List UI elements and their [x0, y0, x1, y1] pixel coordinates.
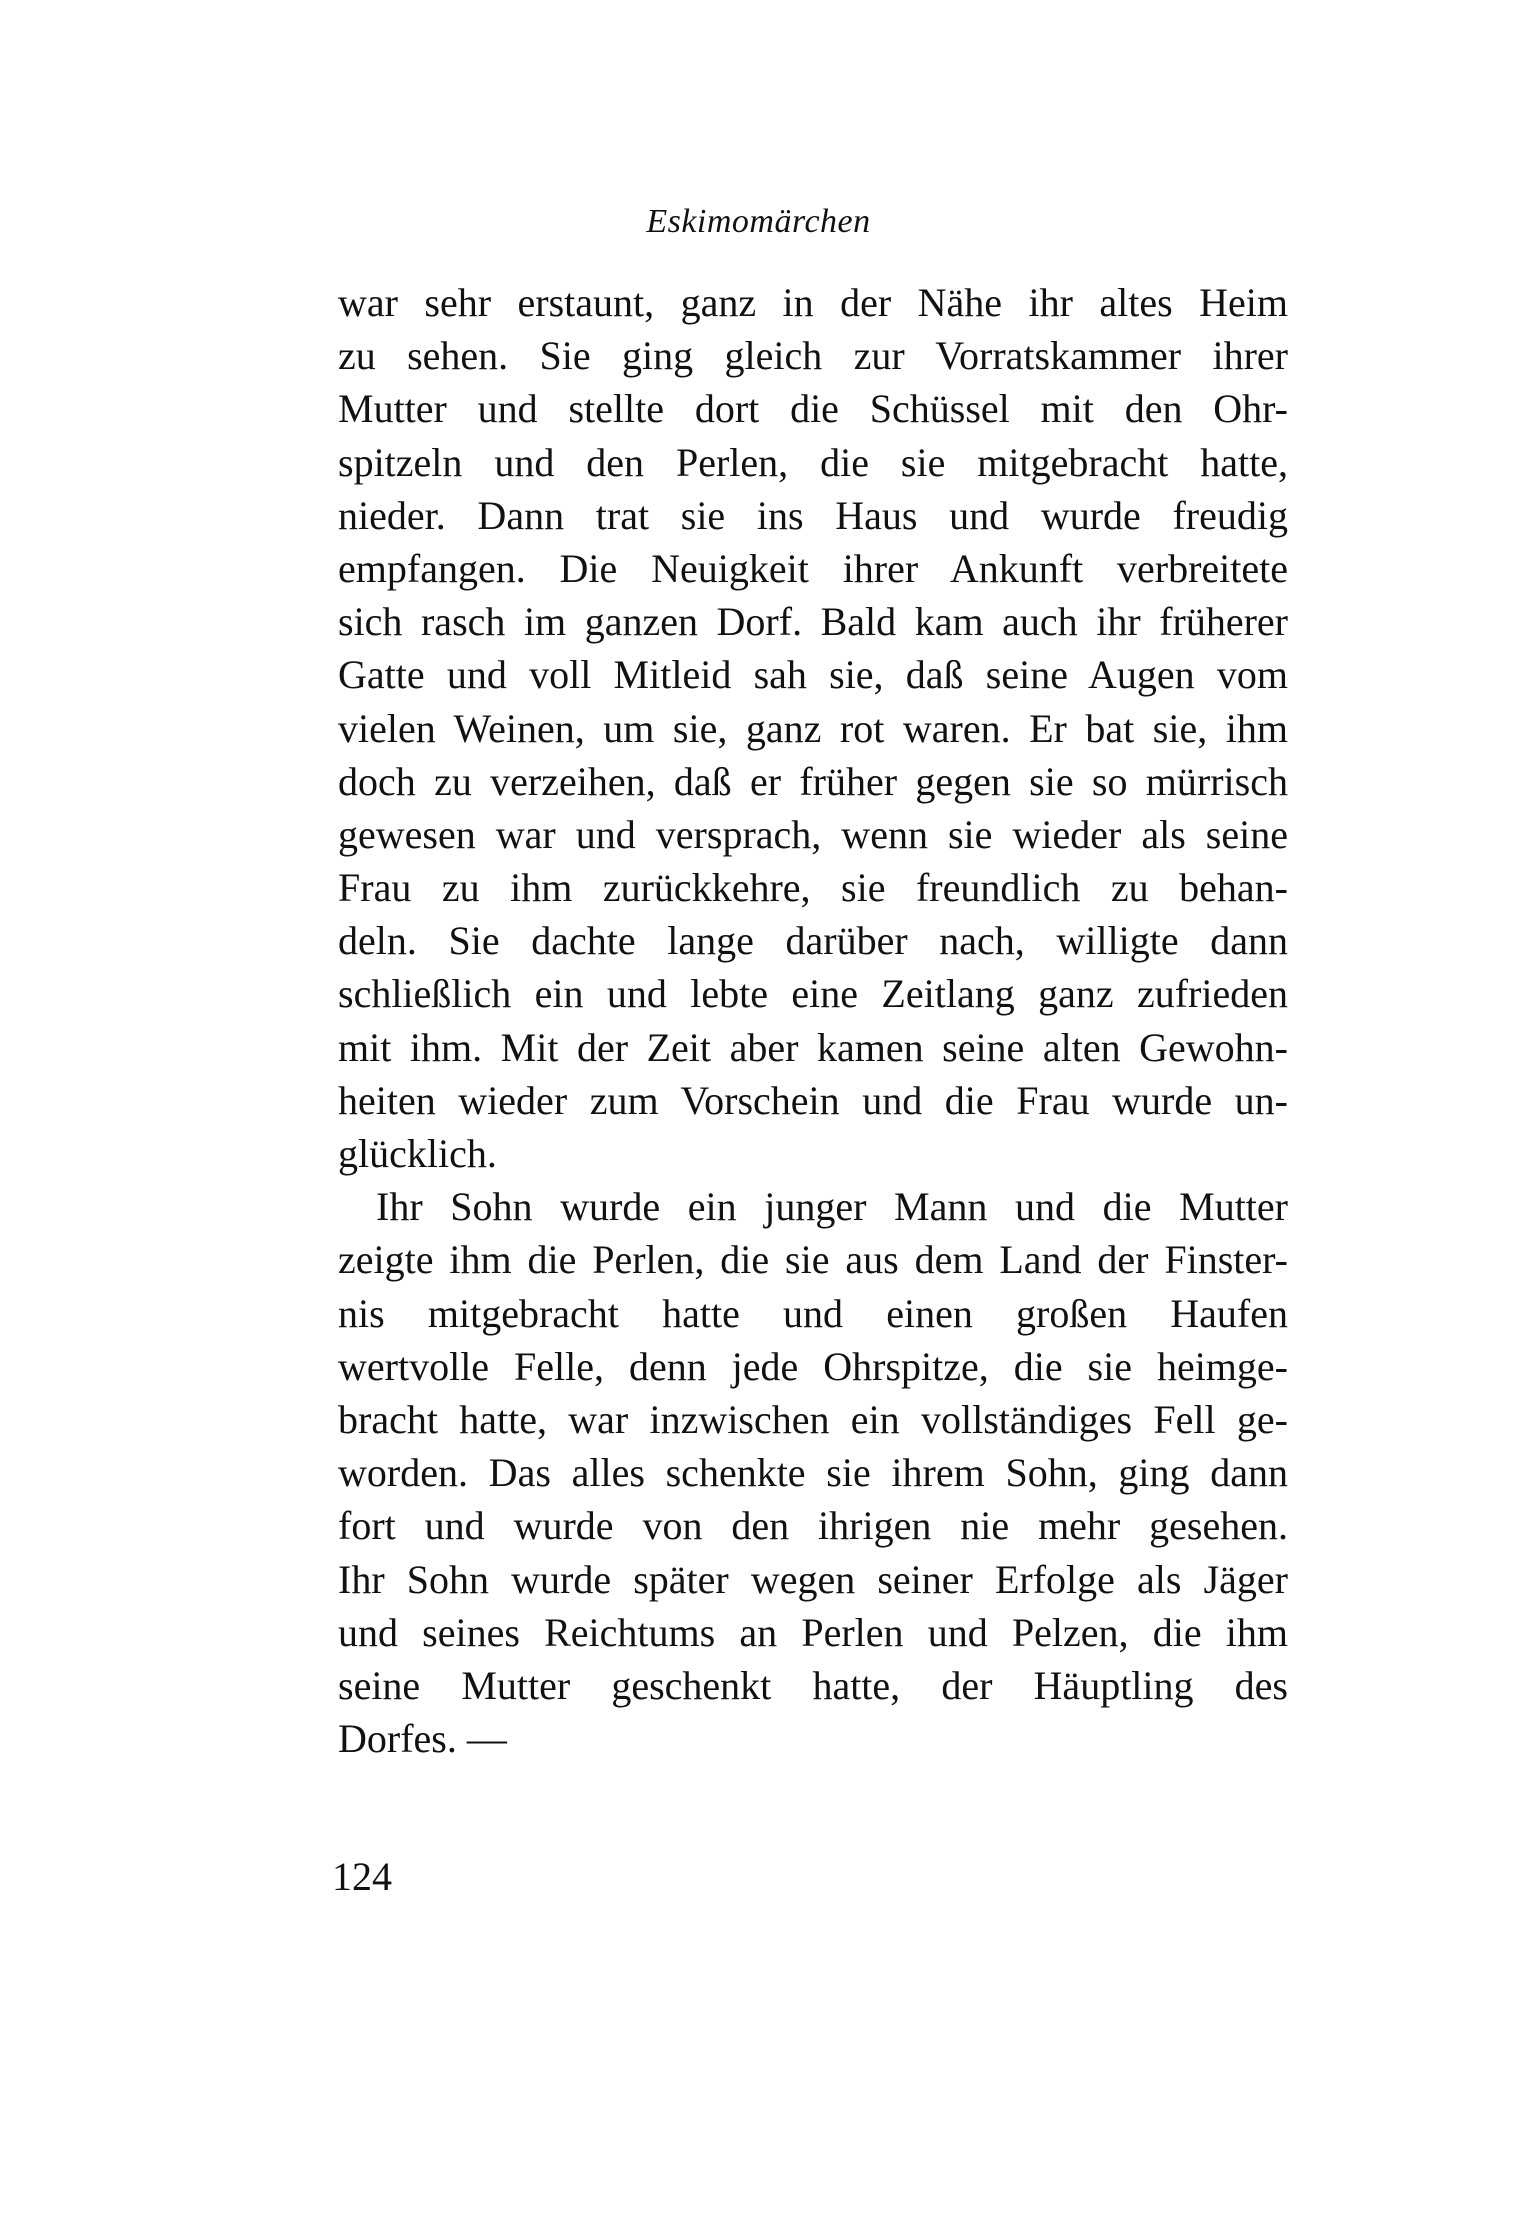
text-line: wertvolle Felle, denn jede Ohrspitze, die sie heimge- [338, 1343, 1288, 1389]
text-line: Gatte und voll Mitleid sah sie, daß seine Augen vom [338, 652, 1288, 698]
text-line: Dorfes. — [338, 1716, 507, 1762]
text-line: mit ihm. Mit der Zeit aber kamen seine alten Gewohn- [338, 1024, 1288, 1070]
text-line: empfangen. Die Neuigkeit ihrer Ankunft verbreitete [338, 545, 1288, 591]
text-line: nis mitgebracht hatte und einen großen Haufen [338, 1290, 1288, 1336]
text-line: Ihr Sohn wurde später wegen seiner Erfolge als Jäger [338, 1556, 1288, 1602]
text-line: zu sehen. Sie ging gleich zur Vorratskammer ihrer [338, 333, 1288, 379]
text-line: fort und wurde von den ihrigen nie mehr gesehen. [338, 1503, 1288, 1549]
text-line: Mutter und stellte dort die Schüssel mit den Ohr- [338, 386, 1288, 432]
body-text [338, 276, 1288, 1765]
text-line: gewesen war und versprach, wenn sie wieder als seine [338, 811, 1288, 857]
text-line: war sehr erstaunt, ganz in der Nähe ihr altes Heim [338, 280, 1288, 325]
text-line: heiten wieder zum Vorschein und die Frau wurde un- [338, 1077, 1288, 1123]
text-line: zeigte ihm die Perlen, die sie aus dem Land der Finster- [338, 1237, 1288, 1283]
text-line: nieder. Dann trat sie ins Haus und wurde freudig [338, 492, 1288, 538]
text-line: und seines Reichtums an Perlen und Pelzen, die ihm [338, 1609, 1288, 1655]
text-line: seine Mutter geschenkt hatte, der Häuptling des [338, 1662, 1288, 1708]
page-number: 124 [332, 1854, 392, 1899]
text-line: worden. Das alles schenkte sie ihrem Sohn, ging dann [338, 1450, 1288, 1496]
running-head: Eskimomärchen [646, 203, 871, 240]
text-line: bracht hatte, war inzwischen ein vollständiges Fell ge- [338, 1396, 1288, 1442]
text-line: glücklich. [338, 1131, 497, 1176]
text-line: vielen Weinen, um sie, ganz rot waren. Er bat sie, ihm [338, 705, 1288, 751]
text-line: doch zu verzeihen, daß er früher gegen sie so mürrisch [338, 758, 1288, 804]
text-line: Frau zu ihm zurückkehre, sie freundlich zu behan- [338, 865, 1288, 911]
text-line: deln. Sie dachte lange darüber nach, willigte dann [338, 918, 1288, 964]
text-line: schließlich ein und lebte eine Zeitlang ganz zufrieden [338, 971, 1288, 1017]
text-line: spitzeln und den Perlen, die sie mitgebracht hatte, [338, 439, 1288, 485]
text-line: sich rasch im ganzen Dorf. Bald kam auch ihr früherer [338, 599, 1288, 645]
paragraph-start-line: Ihr Sohn wurde ein junger Mann und die Mutter [376, 1184, 1288, 1230]
